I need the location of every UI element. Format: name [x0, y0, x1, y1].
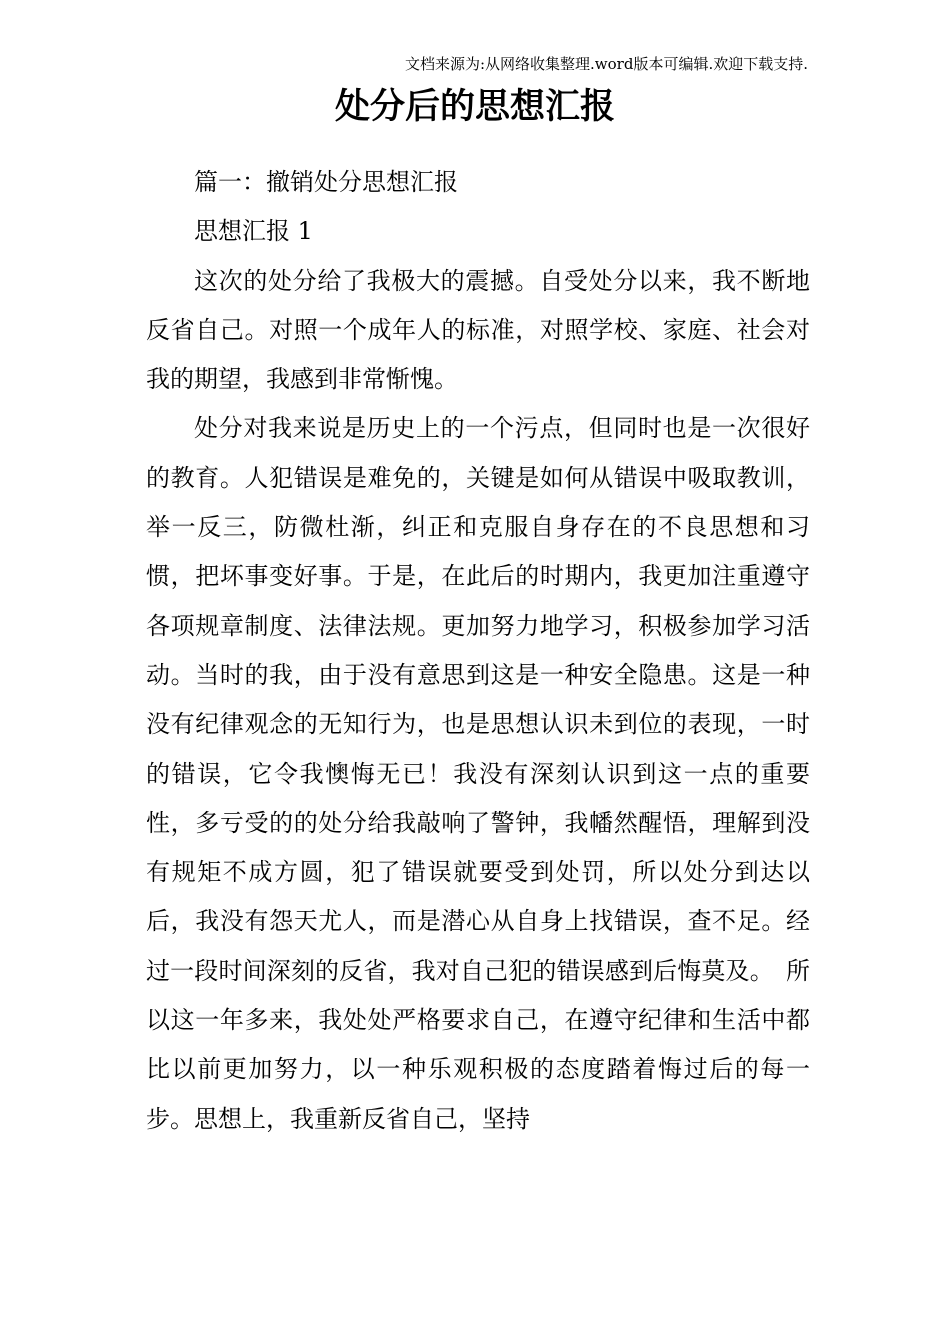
body-paragraph: 处分对我来说是历史上的一个污点，但同时也是一次很好的教育。人犯错误是难免的，关键是如何从错误中吸取教训，举一反三，防微杜渐，纠正和克服自身存在的不良思想和习惯，把坏事变好事。于是，在此后的时期内，我更加注重遵守各项规章制度、法律法规。更加努力地学习，积极参加学习活动。当时的我，由于没有意思到这是一种安全隐患。这是一种没有纪律观念的无知行为，也是思想认识未到位的表现，一时的错误，它令我懊悔无已！我没有深刻认识到这一点的重要性，多亏受的的处分给我敲响了警钟，我幡然醒悟，理解到没有规矩不成方圆，犯了错误就要受到处罚，所以处分到达以后，我没有怨天尤人，而是潜心从自身上找错误，查不足。经过一段时间深刻的反省，我对自己犯的错误感到后悔莫及。 所以这一年多来，我处处严格要求自己，在遵守纪律和生活中都比以前更加努力，以一种乐观积极的态度踏着悔过后的每一步。思想上，我重新反省自己，坚持: [146, 414, 810, 1133]
section-heading: 篇一：撤销处分思想汇报: [194, 168, 458, 196]
document-title: 处分后的思想汇报: [334, 87, 615, 127]
page-header-source-note: 文档来源为:从网络收集整理.word版本可编辑.欢迎下载支持.: [404, 55, 808, 73]
body-paragraph: 这次的处分给了我极大的震撼。自受处分以来，我不断地反省自己。对照一个成年人的标准，对照学校、家庭、社会对我的期望，我感到非常惭愧。: [146, 266, 810, 394]
document-body: [146, 158, 810, 1144]
subsection-heading: 思想汇报 1: [194, 217, 313, 246]
